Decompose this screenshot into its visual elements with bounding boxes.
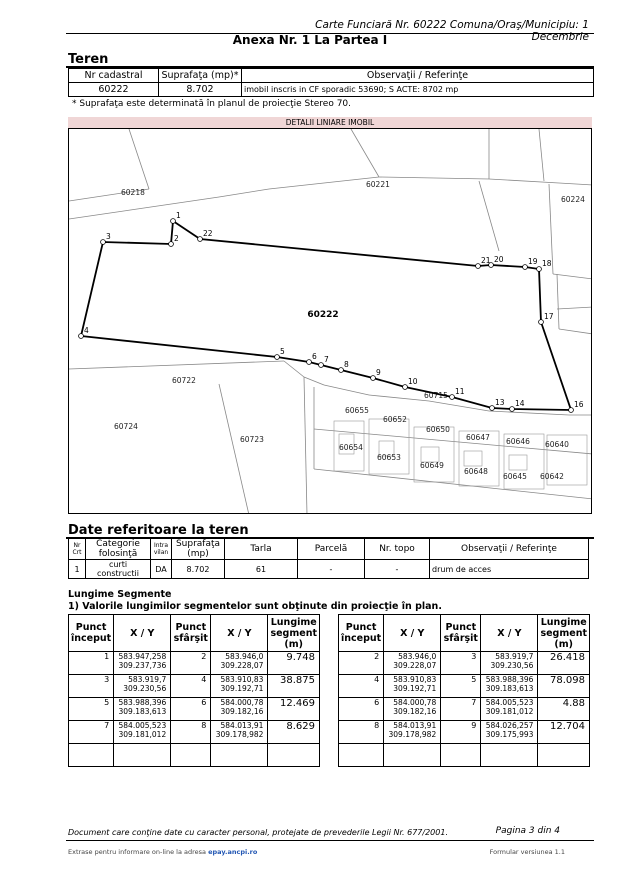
cell-end-xy <box>211 652 268 675</box>
empty-cell <box>538 744 590 767</box>
parcel-label: 60648 <box>464 467 488 476</box>
parcel-label: 60655 <box>345 406 369 415</box>
boundary-point-label: 5 <box>280 347 285 356</box>
boundary-point-label: 14 <box>515 399 525 408</box>
coord-y: 309.183,613 <box>485 684 534 693</box>
coord-x: 583.910,83 <box>393 675 437 684</box>
boundary-point-marker <box>569 408 574 413</box>
parcel-label: 60723 <box>240 435 264 444</box>
cell-nr-topo: - <box>365 560 430 579</box>
boundary-point-marker <box>537 267 542 272</box>
cell-start-xy <box>114 698 171 721</box>
parcel-label: 60724 <box>114 422 138 431</box>
cell-end-xy <box>211 721 268 744</box>
cell-end-point: 4 <box>171 675 211 698</box>
coord-x: 583.946,0 <box>225 652 264 661</box>
coord-x: 583.947,258 <box>118 652 167 661</box>
coord-x: 583.919,7 <box>128 675 167 684</box>
cell-end-xy <box>211 698 268 721</box>
cell-length: 12.469 <box>268 698 320 721</box>
col-intravilan: Intra vilan <box>151 539 172 560</box>
parcel-label: 60650 <box>426 425 450 434</box>
cell-end-xy <box>481 721 538 744</box>
cell-nr-cadastral: 60222 <box>69 83 159 97</box>
boundary-point-marker <box>476 264 481 269</box>
cell-end-point: 9 <box>441 721 481 744</box>
coord-y: 309.230,56 <box>490 661 534 670</box>
parcel-label: 60722 <box>172 376 196 385</box>
form-version: Formular versiunea 1.1 <box>489 848 565 856</box>
coord-x: 584.013,91 <box>393 721 437 730</box>
cell-length: 38.875 <box>268 675 320 698</box>
cell-end-point: 3 <box>441 652 481 675</box>
coord-x: 583.910,83 <box>220 675 264 684</box>
boundary-point-label: 21 <box>481 256 491 265</box>
boundary-point-marker <box>371 376 376 381</box>
boundary-point-label: 22 <box>203 229 213 238</box>
coord-y: 309.237,736 <box>118 661 167 670</box>
cell-start-xy <box>114 675 171 698</box>
boundary-point-marker <box>79 334 84 339</box>
parcel-label: 60224 <box>561 195 585 204</box>
cell-start-point: 6 <box>339 698 384 721</box>
cell-length: 78.098 <box>538 675 590 698</box>
coord-x: 584.026,257 <box>485 721 534 730</box>
boundary-point-marker <box>171 219 176 224</box>
extract-link[interactable]: epay.ancpi.ro <box>208 848 258 856</box>
date-ref-table <box>68 538 589 579</box>
coord-y: 309.228,07 <box>393 661 437 670</box>
segment-row <box>339 652 590 675</box>
col-categorie: Categorie folosinţă <box>86 539 151 560</box>
col-parcela: Parcelă <box>298 539 365 560</box>
cell-end-point: 8 <box>171 721 211 744</box>
empty-cell <box>384 744 441 767</box>
main-parcel-label: 60222 <box>307 310 339 320</box>
cell-start-point: 2 <box>339 652 384 675</box>
teren-heading: Teren <box>68 52 109 67</box>
teren-header-row <box>69 69 594 83</box>
cell-start-xy <box>384 652 441 675</box>
document-header-title: Carte Funciară Nr. 60222 Comuna/Oraş/Municipiu: 1 Decembrie <box>315 19 589 43</box>
coord-x: 584.000,78 <box>393 698 437 707</box>
coord-y: 309.230,56 <box>123 684 167 693</box>
col-lungime: Lungime segment (m) <box>268 615 320 652</box>
cell-tarla: 61 <box>225 560 298 579</box>
empty-cell <box>268 744 320 767</box>
boundary-point-marker <box>450 395 455 400</box>
teren-data-row <box>69 83 594 97</box>
coord-x: 584.005,523 <box>118 721 167 730</box>
empty-cell <box>441 744 481 767</box>
cell-suprafata: 8.702 <box>159 83 242 97</box>
parcel-map <box>68 128 592 514</box>
parcel-label: 60646 <box>506 437 530 446</box>
col-lungime: Lungime segment (m) <box>538 615 590 652</box>
parcel-label: 60653 <box>377 453 401 462</box>
parcel-label: 60640 <box>545 440 569 449</box>
extract-note <box>68 848 257 856</box>
extract-prefix: Extrase pentru informare on-line la adresa <box>68 848 207 856</box>
boundary-point-label: 3 <box>106 232 111 241</box>
cell-end-point: 2 <box>171 652 211 675</box>
cell-start-xy <box>384 721 441 744</box>
date-ref-data-row <box>69 560 589 579</box>
cadastral-background-lines <box>69 129 592 514</box>
parcel-map-svg <box>69 129 592 514</box>
cell-end-xy <box>211 675 268 698</box>
col-xy-start: X / Y <box>384 615 441 652</box>
boundary-point-marker <box>198 237 203 242</box>
boundary-point-marker <box>319 363 324 368</box>
segments-table-right <box>338 614 590 767</box>
segment-row-empty <box>339 744 590 767</box>
cell-start-xy <box>384 675 441 698</box>
coord-y: 309.228,07 <box>220 661 264 670</box>
cell-observatii: imobil inscris in CF sporadic 53690; S ACTE: 8702 mp <box>242 83 594 97</box>
col-xy-end: X / Y <box>481 615 538 652</box>
cell-length: 9.748 <box>268 652 320 675</box>
parcel-label: 60218 <box>121 188 145 197</box>
cell-end-xy <box>481 698 538 721</box>
empty-cell <box>211 744 268 767</box>
col-punct-sfarsit: Punct sfârşit <box>171 615 211 652</box>
suprafata-note: * Suprafaţa este determinată în planul de proiecţie Stereo 70. <box>72 99 352 109</box>
segments-table-left <box>68 614 320 767</box>
cell-start-point: 1 <box>69 652 114 675</box>
coord-x: 584.013,91 <box>220 721 264 730</box>
boundary-point-label: 10 <box>408 377 418 386</box>
boundary-point-label: 2 <box>174 234 179 243</box>
col-observatii: Observaţii / Referinţe <box>242 69 594 83</box>
segment-row-empty <box>69 744 320 767</box>
cell-length: 4.88 <box>538 698 590 721</box>
cell-start-xy <box>114 652 171 675</box>
cell-start-point: 4 <box>339 675 384 698</box>
boundary-point-label: 6 <box>312 352 317 361</box>
cell-nr-crt: 1 <box>69 560 86 579</box>
footer-divider <box>66 840 594 841</box>
segment-row <box>69 721 320 744</box>
col-nr-crt: Nr Crt <box>69 539 86 560</box>
cell-length: 12.704 <box>538 721 590 744</box>
parcel-label: 60221 <box>366 180 390 189</box>
coord-y: 309.181,012 <box>118 730 167 739</box>
boundary-point-label: 20 <box>494 255 504 264</box>
boundary-point-label: 11 <box>455 387 465 396</box>
segment-row <box>69 698 320 721</box>
coord-x: 583.919,7 <box>495 652 534 661</box>
col-nr-topo: Nr. topo <box>365 539 430 560</box>
segment-row <box>339 721 590 744</box>
parcel-label-group <box>114 180 585 481</box>
parcel-label: 60649 <box>420 461 444 470</box>
boundary-point-label: 19 <box>528 257 538 266</box>
privacy-disclaimer: Document care conţine date cu caracter personal, protejate de prevederile Legii Nr. 677/2001. <box>68 828 448 837</box>
boundary-point-marker <box>523 265 528 270</box>
boundary-point-marker <box>169 242 174 247</box>
segment-row <box>339 698 590 721</box>
parcel-label: 60715 <box>424 391 448 400</box>
boundary-point-label: 13 <box>495 398 505 407</box>
boundary-point-label: 18 <box>542 259 552 268</box>
cell-categorie: curti constructii <box>86 560 151 579</box>
parcel-label: 60645 <box>503 472 527 481</box>
boundary-point-marker <box>490 406 495 411</box>
parcel-label: 60652 <box>383 415 407 424</box>
empty-cell <box>339 744 384 767</box>
segments-right-header-row <box>339 615 590 652</box>
boundary-point-label: 4 <box>84 326 89 335</box>
boundary-point-label: 8 <box>344 360 349 369</box>
cell-end-point: 7 <box>441 698 481 721</box>
empty-cell <box>481 744 538 767</box>
coord-y: 309.182,16 <box>393 707 437 716</box>
boundary-point-marker <box>307 360 312 365</box>
cell-start-point: 8 <box>339 721 384 744</box>
empty-cell <box>171 744 211 767</box>
boundary-point-label: 9 <box>376 368 381 377</box>
parcel-label: 60654 <box>339 443 363 452</box>
col-nr-cadastral: Nr cadastral <box>69 69 159 83</box>
cell-end-xy <box>481 675 538 698</box>
coord-x: 584.000,78 <box>220 698 264 707</box>
segment-row <box>69 652 320 675</box>
coord-y: 309.178,982 <box>388 730 437 739</box>
boundary-point-marker <box>275 355 280 360</box>
coord-x: 583.946,0 <box>398 652 437 661</box>
cell-parcela: - <box>298 560 365 579</box>
cell-intravilan: DA <box>151 560 172 579</box>
cell-start-point: 3 <box>69 675 114 698</box>
cell-length: 8.629 <box>268 721 320 744</box>
page-number: Pagina 3 din 4 <box>495 826 560 836</box>
coord-y: 309.181,012 <box>485 707 534 716</box>
coord-x: 584.005,523 <box>485 698 534 707</box>
col-xy-start: X / Y <box>114 615 171 652</box>
segment-row <box>69 675 320 698</box>
cell-start-xy <box>114 721 171 744</box>
boundary-point-label: 1 <box>176 211 181 220</box>
coord-y: 309.182,16 <box>220 707 264 716</box>
boundary-point-label: 17 <box>544 312 554 321</box>
annex-title: Anexa Nr. 1 La Partea I <box>232 33 388 47</box>
cell-end-xy <box>481 652 538 675</box>
boundary-point-marker <box>510 407 515 412</box>
cell-observatii-ref: drum de acces <box>430 560 589 579</box>
boundary-point-marker <box>339 368 344 373</box>
empty-cell <box>114 744 171 767</box>
segments-subheading: 1) Valorile lungimilor segmentelor sunt obţinute din proiecţie în plan. <box>68 601 442 612</box>
col-suprafata-mp: Suprafaţa (mp) <box>172 539 225 560</box>
cell-end-point: 6 <box>171 698 211 721</box>
cell-length: 26.418 <box>538 652 590 675</box>
empty-cell <box>69 744 114 767</box>
coord-y: 309.178,982 <box>215 730 264 739</box>
coord-y: 309.183,613 <box>118 707 167 716</box>
col-punct-inceput: Punct început <box>339 615 384 652</box>
col-punct-sfarsit: Punct sfârşit <box>441 615 481 652</box>
coord-x: 583.988,396 <box>485 675 534 684</box>
col-observatii-ref: Observaţii / Referinţe <box>430 539 589 560</box>
coord-y: 309.192,71 <box>393 684 437 693</box>
coord-y: 309.192,71 <box>220 684 264 693</box>
parcel-label: 60642 <box>540 472 564 481</box>
segments-heading: Lungime Segmente <box>68 589 172 600</box>
cell-end-point: 5 <box>441 675 481 698</box>
date-ref-header-row <box>69 539 589 560</box>
parcel-label: 60647 <box>466 433 490 442</box>
date-ref-heading: Date referitoare la teren <box>68 523 249 538</box>
boundary-point-marker <box>403 385 408 390</box>
coord-x: 583.988,396 <box>118 698 167 707</box>
cell-start-point: 7 <box>69 721 114 744</box>
col-suprafata: Suprafaţa (mp)* <box>159 69 242 83</box>
boundary-point-label: 7 <box>324 355 329 364</box>
cell-suprafata-mp: 8.702 <box>172 560 225 579</box>
segments-left-header-row <box>69 615 320 652</box>
col-tarla: Tarla <box>225 539 298 560</box>
col-punct-inceput: Punct început <box>69 615 114 652</box>
boundary-point-label: 16 <box>574 400 584 409</box>
cell-start-point: 5 <box>69 698 114 721</box>
col-xy-end: X / Y <box>211 615 268 652</box>
cell-start-xy <box>384 698 441 721</box>
map-title: DETALII LINIARE IMOBIL <box>68 117 592 128</box>
boundary-point-marker <box>539 320 544 325</box>
boundary-point-marker <box>101 240 106 245</box>
coord-y: 309.175,993 <box>485 730 534 739</box>
teren-table <box>68 68 594 97</box>
segment-row <box>339 675 590 698</box>
